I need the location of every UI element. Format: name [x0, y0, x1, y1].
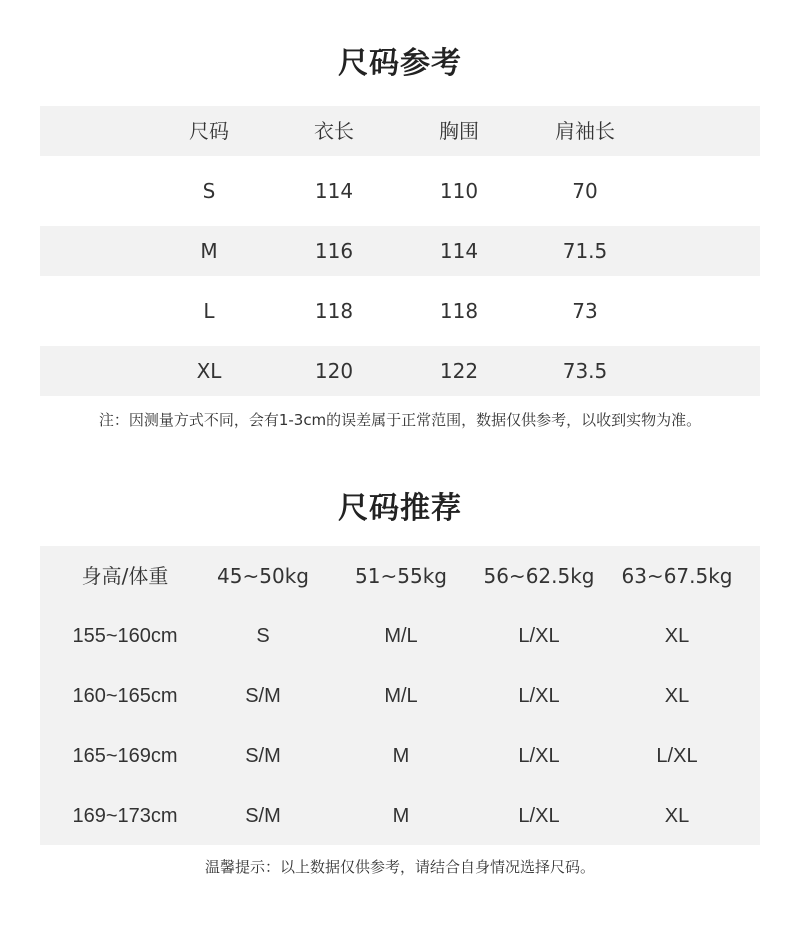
cell-size: S/M	[245, 805, 281, 827]
cell-size: XL	[664, 685, 690, 707]
size-reference-table	[40, 106, 760, 396]
cell-size: XL	[664, 805, 690, 827]
header-size: 尺码	[189, 119, 229, 143]
header-chest: 胸围	[439, 119, 479, 143]
cell-height: 155~160cm	[72, 625, 178, 647]
table-header-row	[40, 106, 760, 156]
cell-sleeve: 71.5	[562, 239, 608, 263]
cell-chest: 110	[439, 179, 479, 203]
cell-height: 165~169cm	[72, 745, 178, 767]
cell-size: L/XL	[518, 745, 560, 767]
table-row	[40, 166, 760, 216]
cell-height: 160~165cm	[72, 685, 178, 707]
cell-sleeve: 70	[572, 179, 598, 203]
cell-size: S/M	[245, 685, 281, 707]
cell-size: M	[392, 745, 410, 767]
table-row	[40, 666, 760, 726]
cell-length: 114	[314, 179, 354, 203]
cell-chest: 118	[439, 299, 479, 323]
cell-size: L	[203, 299, 215, 323]
table-row	[40, 226, 760, 276]
cell-sleeve: 73.5	[562, 359, 608, 383]
cell-height: 169~173cm	[72, 805, 178, 827]
cell-sleeve: 73	[572, 299, 598, 323]
cell-length: 118	[314, 299, 354, 323]
cell-size: M	[392, 805, 410, 827]
table-row	[40, 346, 760, 396]
table-row	[40, 786, 760, 846]
size-reference-title: 尺码参考	[338, 46, 462, 81]
cell-size: XL	[196, 359, 222, 383]
cell-chest: 122	[439, 359, 479, 383]
table-header-row	[40, 546, 760, 606]
cell-size: M/L	[384, 685, 418, 707]
header-sleeve: 肩袖长	[555, 119, 615, 143]
cell-size: M/L	[384, 625, 418, 647]
header-height-weight: 身高/体重	[81, 564, 169, 588]
header-weight-range: 56~62.5kg	[483, 564, 595, 588]
cell-size: XL	[664, 625, 690, 647]
size-reference-note: 注：因测量方式不同，会有1-3cm的误差属于正常范围，数据仅供参考，以收到实物为准。	[98, 411, 702, 429]
header-weight-range: 51~55kg	[355, 564, 447, 588]
size-recommend-note: 温馨提示：以上数据仅供参考，请结合自身情况选择尺码。	[204, 858, 595, 876]
cell-size: S/M	[245, 745, 281, 767]
cell-length: 116	[314, 239, 354, 263]
cell-size: S	[256, 625, 270, 647]
cell-chest: 114	[439, 239, 479, 263]
cell-size: S	[202, 179, 216, 203]
table-row	[40, 726, 760, 786]
table-row	[40, 606, 760, 666]
cell-size: L/XL	[518, 625, 560, 647]
cell-length: 120	[314, 359, 354, 383]
table-row	[40, 286, 760, 336]
header-weight-range: 45~50kg	[217, 564, 309, 588]
cell-size: M	[200, 239, 218, 263]
header-weight-range: 63~67.5kg	[621, 564, 733, 588]
header-length: 衣长	[314, 119, 354, 143]
size-recommend-table	[40, 546, 760, 845]
cell-size: L/XL	[518, 685, 560, 707]
cell-size: L/XL	[656, 745, 698, 767]
cell-size: L/XL	[518, 805, 560, 827]
size-recommend-title: 尺码推荐	[338, 491, 462, 526]
